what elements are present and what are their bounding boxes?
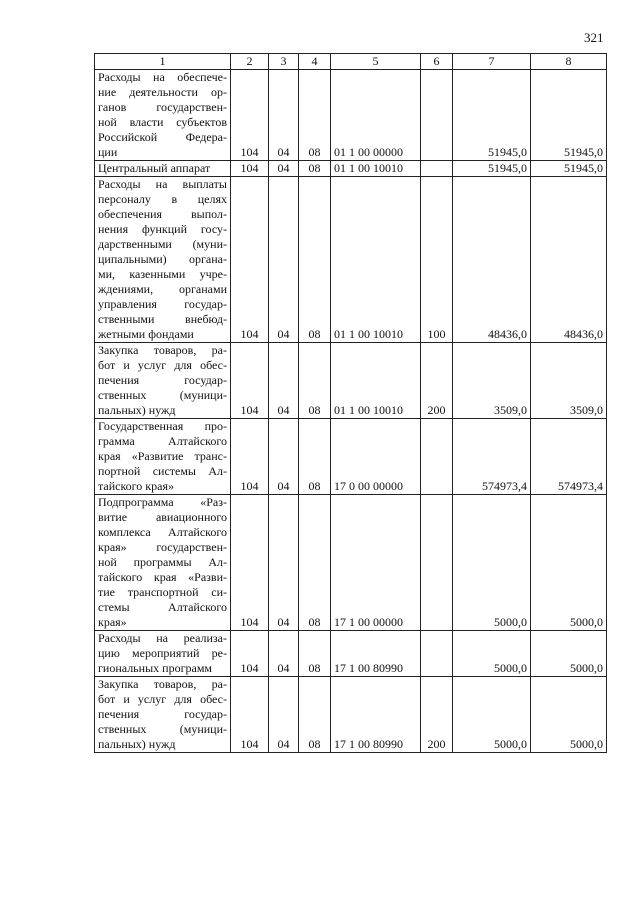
column-number-row: [95, 54, 607, 70]
cell-c5: 17 1 00 80990: [331, 631, 421, 677]
description-line: цию мероприятий ре-: [98, 646, 227, 660]
cell-c6: [421, 70, 453, 161]
row-description: [95, 495, 231, 631]
table-row: [95, 677, 607, 753]
cell-c3: 04: [269, 631, 299, 677]
description-line: управления государ-: [98, 297, 227, 311]
cell-c8: 5000,0: [531, 495, 607, 631]
row-description: [95, 677, 231, 753]
description-line: жетными фондами: [98, 327, 194, 341]
cell-c4: 08: [299, 677, 331, 753]
description-line: ственных (муници-: [98, 388, 227, 402]
description-line: Закупка товаров, ра-: [98, 343, 227, 357]
table-row: [95, 70, 607, 161]
cell-c8: 3509,0: [531, 343, 607, 419]
description-line: бот и услуг для обес-: [98, 692, 227, 706]
cell-c3: 04: [269, 495, 299, 631]
cell-c2: 104: [231, 161, 269, 177]
table-row: [95, 177, 607, 343]
cell-c7: 51945,0: [453, 70, 531, 161]
description-line: ной программы Ал-: [98, 555, 227, 569]
cell-c8: 48436,0: [531, 177, 607, 343]
budget-table: [94, 53, 607, 753]
description-line: грамма Алтайского: [98, 434, 227, 448]
description-line: стемы Алтайского: [98, 600, 227, 614]
cell-c3: 04: [269, 343, 299, 419]
cell-c2: 104: [231, 70, 269, 161]
row-description: [95, 631, 231, 677]
cell-c4: 08: [299, 495, 331, 631]
description-line: края»: [98, 615, 127, 629]
table-row: [95, 161, 607, 177]
description-line: ждениями, органами: [98, 282, 227, 296]
cell-c3: 04: [269, 177, 299, 343]
cell-c6: [421, 419, 453, 495]
column-header-6: 6: [421, 54, 453, 70]
cell-c4: 08: [299, 177, 331, 343]
cell-c7: 5000,0: [453, 631, 531, 677]
cell-c7: 51945,0: [453, 161, 531, 177]
cell-c7: 5000,0: [453, 495, 531, 631]
cell-c5: 17 1 00 80990: [331, 677, 421, 753]
description-line: тие транспортной си-: [98, 585, 227, 599]
description-line: Расходы на реализа-: [98, 631, 227, 645]
cell-c6: [421, 495, 453, 631]
table-body: [95, 70, 607, 753]
cell-c4: 08: [299, 631, 331, 677]
cell-c2: 104: [231, 631, 269, 677]
column-header-3: 3: [269, 54, 299, 70]
cell-c6: [421, 631, 453, 677]
cell-c2: 104: [231, 177, 269, 343]
table-row: [95, 343, 607, 419]
cell-c6: 200: [421, 343, 453, 419]
description-line: Центральный аппарат: [98, 161, 211, 175]
description-line: дарственными (муни-: [98, 237, 227, 251]
cell-c8: 51945,0: [531, 70, 607, 161]
description-line: края «Развитие транс-: [98, 449, 227, 463]
cell-c3: 04: [269, 677, 299, 753]
cell-c5: 17 1 00 00000: [331, 495, 421, 631]
row-description: [95, 161, 231, 177]
cell-c6: 100: [421, 177, 453, 343]
description-line: Подпрограмма «Раз-: [98, 495, 227, 509]
description-line: ние деятельности ор-: [98, 85, 227, 99]
cell-c7: 3509,0: [453, 343, 531, 419]
column-header-8: 8: [531, 54, 607, 70]
cell-c7: 5000,0: [453, 677, 531, 753]
description-line: нения функций госу-: [98, 222, 227, 236]
description-line: Закупка товаров, ра-: [98, 677, 227, 691]
description-line: бот и услуг для обес-: [98, 358, 227, 372]
description-line: края» государствен-: [98, 540, 227, 554]
description-line: ственных (муници-: [98, 722, 227, 736]
description-line: Государственная про-: [98, 419, 227, 433]
cell-c4: 08: [299, 343, 331, 419]
description-line: персоналу в целях: [98, 192, 227, 206]
description-line: гиональных программ: [98, 661, 212, 675]
column-header-4: 4: [299, 54, 331, 70]
description-line: печения государ-: [98, 373, 227, 387]
table-row: [95, 631, 607, 677]
page-number: 321: [584, 30, 604, 45]
cell-c2: 104: [231, 419, 269, 495]
cell-c6: [421, 161, 453, 177]
row-description: [95, 343, 231, 419]
cell-c7: 574973,4: [453, 419, 531, 495]
table-row: [95, 495, 607, 631]
table-row: [95, 419, 607, 495]
column-header-5: 5: [331, 54, 421, 70]
cell-c4: 08: [299, 419, 331, 495]
cell-c8: 5000,0: [531, 677, 607, 753]
cell-c7: 48436,0: [453, 177, 531, 343]
cell-c3: 04: [269, 419, 299, 495]
row-description: [95, 70, 231, 161]
cell-c2: 104: [231, 343, 269, 419]
column-header-2: 2: [231, 54, 269, 70]
cell-c2: 104: [231, 677, 269, 753]
description-line: ципальными) органа-: [98, 252, 227, 266]
cell-c3: 04: [269, 70, 299, 161]
row-description: [95, 419, 231, 495]
description-line: Расходы на выплаты: [98, 177, 227, 191]
description-line: витие авиационного: [98, 510, 227, 524]
description-line: тайского края «Разви-: [98, 570, 227, 584]
cell-c5: 17 0 00 00000: [331, 419, 421, 495]
cell-c2: 104: [231, 495, 269, 631]
description-line: печения государ-: [98, 707, 227, 721]
description-line: пальных) нужд: [98, 403, 176, 417]
description-line: ции: [98, 145, 118, 159]
description-line: обеспечения выпол-: [98, 207, 227, 221]
cell-c5: 01 1 00 10010: [331, 343, 421, 419]
column-header-7: 7: [453, 54, 531, 70]
description-line: Расходы на обеспече-: [98, 70, 227, 84]
cell-c5: 01 1 00 00000: [331, 70, 421, 161]
cell-c6: 200: [421, 677, 453, 753]
cell-c4: 08: [299, 70, 331, 161]
description-line: ми, казенными учре-: [98, 267, 227, 281]
description-line: комплекса Алтайского: [98, 525, 227, 539]
row-description: [95, 177, 231, 343]
description-line: ной власти субъектов: [98, 115, 227, 129]
cell-c3: 04: [269, 161, 299, 177]
description-line: Российской Федера-: [98, 130, 227, 144]
description-line: портной системы Ал-: [98, 464, 227, 478]
column-header-1: 1: [95, 54, 231, 70]
description-line: ганов государствен-: [98, 100, 227, 114]
cell-c5: 01 1 00 10010: [331, 161, 421, 177]
cell-c8: 51945,0: [531, 161, 607, 177]
description-line: пальных) нужд: [98, 737, 176, 751]
cell-c8: 5000,0: [531, 631, 607, 677]
cell-c8: 574973,4: [531, 419, 607, 495]
description-line: ственными внебюд-: [98, 312, 227, 326]
cell-c5: 01 1 00 10010: [331, 177, 421, 343]
cell-c4: 08: [299, 161, 331, 177]
description-line: тайского края»: [98, 479, 174, 493]
